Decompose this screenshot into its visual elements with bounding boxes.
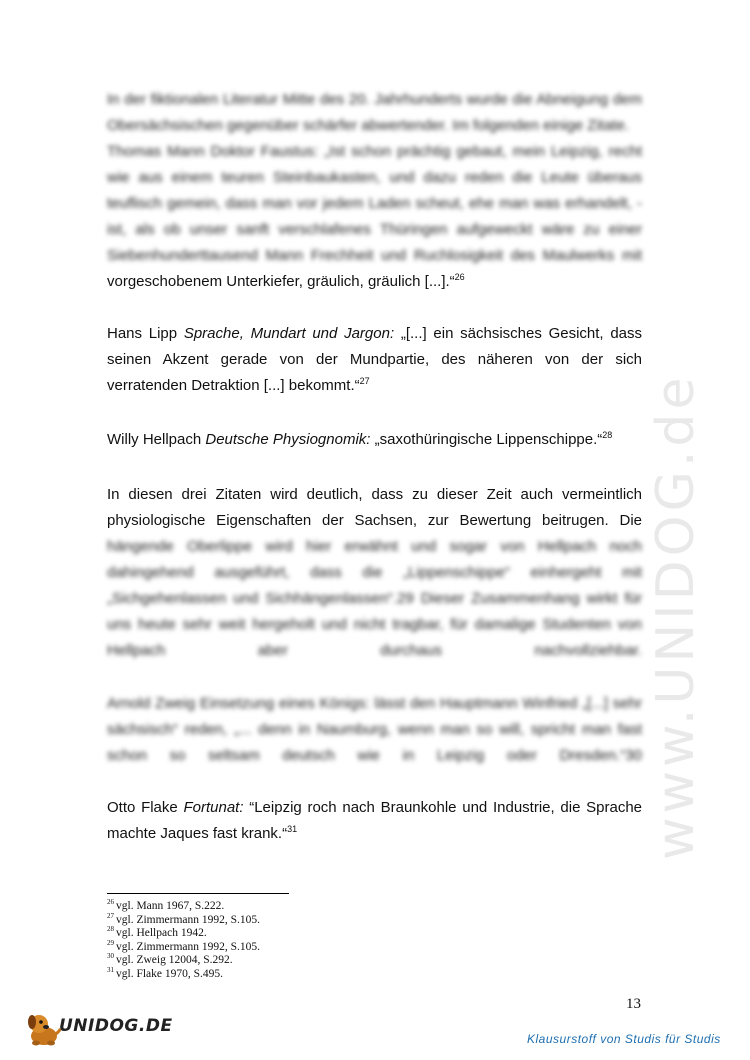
footnote-ref: 28	[602, 430, 613, 440]
footnote-ref: 26	[454, 272, 465, 282]
paragraph-willy-hellpach	[107, 427, 642, 453]
text-line: physiologische Eigenschaften der Sachsen, zur Bewertung beitrugen. Die	[107, 512, 642, 529]
blurred-text	[107, 534, 642, 664]
quote-text: „[...] ein sächsisches Gesicht, dass	[394, 325, 642, 342]
quote-text: “Leipzig roch nach Braunkohle und Industrie, die Sprache	[243, 799, 642, 816]
footnote	[107, 911, 261, 928]
footnote	[107, 900, 260, 914]
text-line: „Sichgehenlassen und Sichhängenlassen“.29 Dieser Zusammenhang wirkt für	[107, 590, 642, 607]
footnote	[107, 927, 260, 941]
text-line: Siebenhunderttausend Mann Frechheit und Ruchlosigkeit des Maulwerks mit	[107, 247, 642, 264]
footnote-number: 29	[107, 938, 114, 947]
footnote-text: vgl. Mann 1967, S.222.	[116, 900, 225, 912]
author-name: Otto Flake	[107, 799, 184, 816]
footnote-number: 27	[107, 911, 114, 920]
quote-text: „saxothüringische Lippenschippe.“	[370, 431, 603, 448]
text-line: dahingehend ausgeführt, dass die „Lippenschippe“ einhergeht mit	[107, 564, 642, 581]
text-line: schon so seltsam deutsch wie in Leipzig oder Dresden.“30	[107, 747, 642, 764]
text-line: ist, als ob unser sanft verschlafenes Thüringen aufgeweckt wäre zu einer	[107, 221, 642, 238]
paragraph-otto-flake	[107, 795, 642, 847]
watermark: www.UNIDOG.de	[646, 373, 706, 860]
text-line: teuflisch gemein, dass man vor jedem Laden scheut, ehe man was erhandelt, -	[107, 195, 642, 212]
page-number: 13	[626, 996, 641, 1012]
footnote-text: vgl. Zimmermann 1992, S.105.	[116, 940, 261, 953]
footnote-text: vgl. Zimmermann 1992, S.105.	[116, 913, 261, 926]
footnote-number: 28	[107, 925, 114, 934]
text-line: uns heute sehr weit hergeholt und nicht tragbar, für damalige Studenten von	[107, 616, 642, 633]
text-line: sächsisch“ reden, „... denn in Naumburg, wenn man so will, spricht man fast	[107, 721, 642, 738]
paragraph-arnold-zweig	[107, 691, 642, 769]
footnote-number: 26	[107, 898, 114, 907]
footnote	[107, 954, 260, 968]
unidog-logo[interactable]	[26, 1012, 176, 1048]
text-line: hängende Oberlippe wird hier erwähnt und sogar von Hellpach noch	[107, 538, 642, 555]
paragraph-thomas-mann	[107, 87, 642, 295]
quote-text: machte Jaques fast krank.“	[107, 825, 288, 842]
text-line: Thomas Mann Doktor Faustus: „Ist schon prächtig gebaut, mein Leipzig, recht	[107, 143, 642, 160]
text-line	[107, 269, 642, 295]
text-line: In diesen drei Zitaten wird deutlich, dass zu dieser Zeit auch vermeintlich	[107, 486, 642, 503]
text-line	[107, 795, 642, 821]
blurred-text	[107, 87, 642, 269]
footnote-text: vgl. Flake 1970, S.495.	[116, 967, 224, 980]
footnote-divider	[107, 893, 289, 894]
work-title: Sprache, Mundart und Jargon:	[183, 325, 395, 342]
text-line: wie aus einem teuren Steinbaukasten, und dazu reden die Leute überaus	[107, 169, 642, 186]
paragraph-analysis	[107, 482, 642, 664]
text-line: Obersächsischen gegenüber schärfer abwertender. Im folgenden einige Zitate.	[107, 117, 629, 134]
footnote-ref: 31	[287, 824, 298, 834]
quote-text: vorgeschobenem Unterkiefer, gräulich, gräulich [...].“	[107, 273, 455, 290]
work-title: Deutsche Physiognomik:	[205, 431, 371, 448]
text-line: Arnold Zweig Einsetzung eines Königs: lässt den Hauptmann Winfried „[...] sehr	[107, 695, 642, 712]
footnote-number: 30	[107, 952, 114, 961]
footnote-text: vgl. Zweig 12004, S.292.	[116, 954, 233, 966]
footer-tagline: Klausurstoff von Studis für Studis	[527, 1032, 721, 1046]
text-line: In der fiktionalen Literatur Mitte des 20. Jahrhunderts wurde die Abneigung dem	[107, 91, 642, 108]
text-line	[107, 321, 642, 347]
text-line: Hellpach aber durchaus nachvollziehbar.	[107, 642, 642, 659]
footnote	[107, 938, 261, 955]
author-name: Hans Lipp	[107, 325, 184, 342]
quote-text: verratenden Detraktion [...] bekommt.“	[107, 377, 360, 394]
footnote-number: 31	[107, 965, 114, 974]
text-line	[107, 821, 642, 847]
footnote-text: vgl. Hellpach 1942.	[116, 927, 207, 939]
footnote	[107, 965, 260, 982]
footnotes	[107, 900, 260, 981]
blurred-text	[107, 691, 642, 769]
text-line	[107, 373, 642, 399]
logo-text: UNIDOG.DE	[59, 1016, 173, 1036]
footnote-ref: 27	[359, 376, 370, 386]
paragraph-hans-lipp	[107, 321, 642, 399]
author-name: Willy Hellpach	[107, 431, 206, 448]
work-title: Fortunat:	[183, 799, 244, 816]
text-line	[107, 427, 642, 453]
text-line: seinen Akzent gerade von der Mundpartie, des näheren von der sich	[107, 351, 642, 368]
